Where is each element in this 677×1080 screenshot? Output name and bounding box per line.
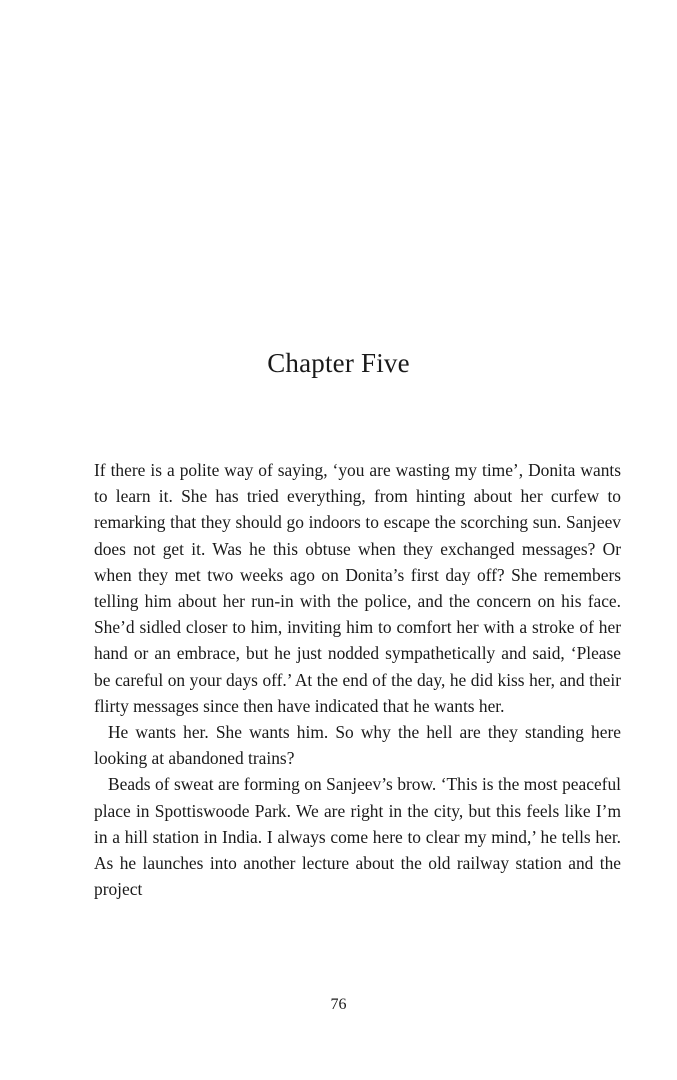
chapter-title: Chapter Five bbox=[267, 348, 410, 378]
paragraph: Beads of sweat are forming on Sanjeev’s brow. ‘This is the most peaceful place in Spottiswoode Park. We are right in the city, but this feels like I’m in a hill station in India. I always come here to clear my mind,’ he tells her. As he launches into another lecture about the old railway station and the project bbox=[94, 774, 621, 900]
paragraph: He wants her. She wants him. So why the hell are they standing here looking at abandoned trains? bbox=[94, 722, 621, 769]
paragraph: If there is a polite way of saying, ‘you are wasting my time’, Donita wants to learn it. She has tried everything, from hinting about her curfew to remarking that they should go indoors to escape the scorching sun. Sanjeev does not get it. Was he this obtuse when they exchanged messages? Or when they met two weeks ago on Donita’s first day off? She remembers telling him about her run-in with the police, and the concern on his face. She’d sidled closer to him, inviting him to comfort her with a stroke of her hand or an embrace, but he just nodded sympathetically and said, ‘Please be careful on your days off.’ At the end of the day, he did kiss her, and their flirty messages since then have indicated that he wants her. bbox=[94, 460, 621, 716]
chapter-body bbox=[94, 457, 621, 902]
page-number: 76 bbox=[330, 996, 347, 1013]
